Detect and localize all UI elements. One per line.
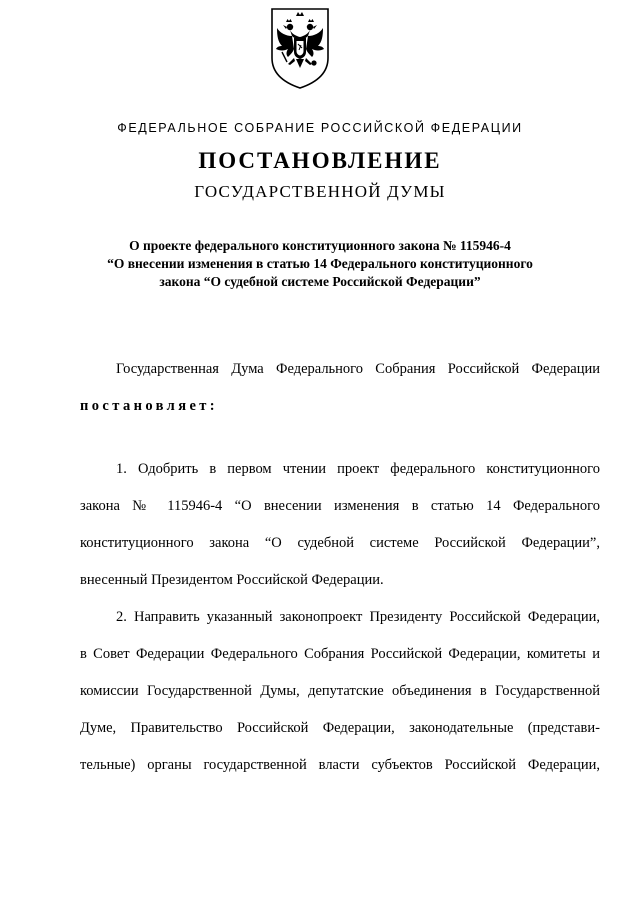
preamble <box>80 360 600 378</box>
body-line: 1. Одобрить в первом чтении проект федерального конституционного <box>116 461 600 477</box>
russian-coat-of-arms-icon <box>268 6 332 90</box>
body-line: в Совет Федерации Федерального Собрания Российской Федерации, комитеты и <box>80 646 600 662</box>
document-subject <box>60 237 580 291</box>
assembly-name: ФЕДЕРАЛЬНОЕ СОБРАНИЕ РОССИЙСКОЙ ФЕДЕРАЦИИ <box>117 121 523 135</box>
body-line: 2. Направить указанный законопроект Президенту Российской Федерации, <box>116 609 600 625</box>
body-line: внесенный Президентом Российской Федерации. <box>80 572 384 588</box>
preamble-text: Государственная Дума Федерального Собрания Российской Федерации <box>116 361 600 377</box>
body-line: Думе, Правительство Российской Федерации, законодательные (представи- <box>80 720 600 736</box>
subject-line: “О внесении изменения в статью 14 Федерального конституционного <box>107 256 533 271</box>
subject-line: О проекте федерального конституционного закона № 115946-4 <box>129 238 511 253</box>
decides-word: постановляет: <box>80 398 219 414</box>
body-line: закона № 115946-4 “О внесении изменения в статью 14 Федерального <box>80 498 600 514</box>
body-line: конституционного закона “О судебной системе Российской Федерации”, <box>80 535 600 551</box>
document-title: ПОСТАНОВЛЕНИЕ <box>198 148 442 173</box>
document-body <box>80 460 600 793</box>
body-line: комиссии Государственной Думы, депутатские объединения в Государственной <box>80 683 600 699</box>
document-subtitle: ГОСУДАРСТВЕННОЙ ДУМЫ <box>194 182 446 201</box>
body-line: тельные) органы государственной власти субъектов Российской Федерации, <box>80 757 600 773</box>
subject-line: закона “О судебной системе Российской Федерации” <box>159 274 481 289</box>
